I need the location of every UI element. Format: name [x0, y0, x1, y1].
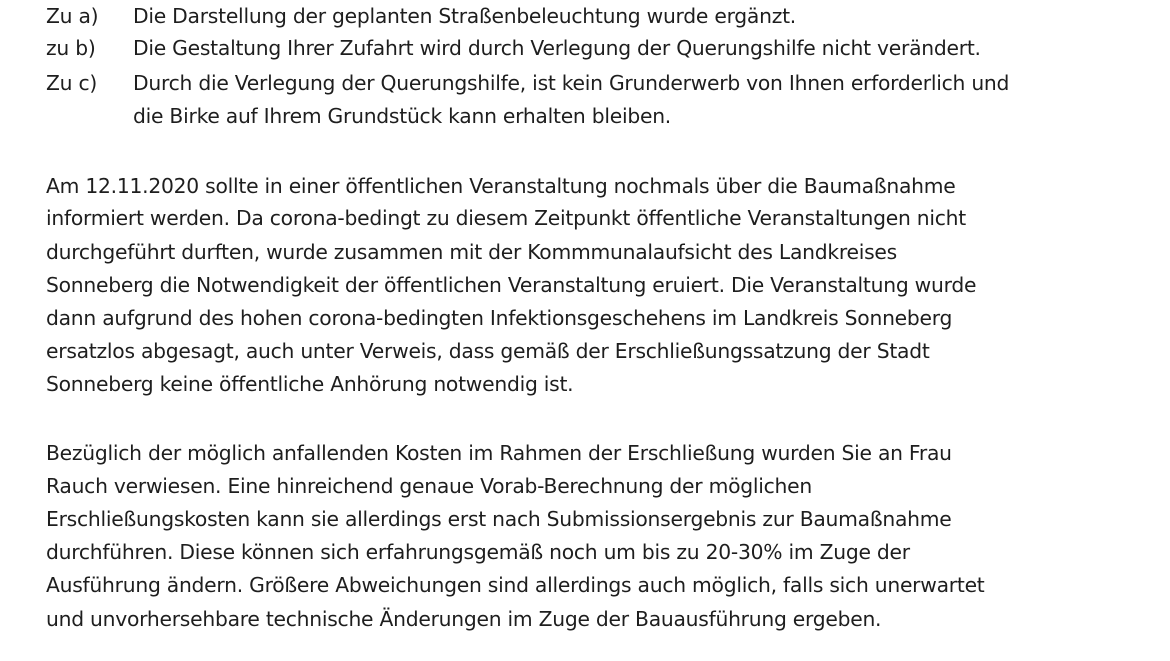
paragraph-line: Bezüglich der möglich anfallenden Kosten im Rahmen der Erschließung wurden Sie an Frau — [46, 441, 952, 465]
response-label: zu b) — [46, 36, 96, 60]
paragraph-line: Ausführung ändern. Größere Abweichungen sind allerdings auch möglich, falls sich unerwartet — [46, 573, 985, 597]
paragraph-line: informiert werden. Da corona-bedingt zu diesem Zeitpunkt öffentliche Veranstaltungen nicht — [46, 206, 966, 230]
response-text: Durch die Verlegung der Querungshilfe, ist kein Grunderwerb von Ihnen erforderlich und — [133, 71, 1010, 95]
paragraph-line: Am 12.11.2020 sollte in einer öffentlichen Veranstaltung nochmals über die Baumaßnahme — [46, 174, 956, 198]
paragraph-line: ersatzlos abgesagt, auch unter Verweis, dass gemäß der Erschließungssatzung der Stadt — [46, 339, 930, 363]
paragraph-line: Sonneberg keine öffentliche Anhörung notwendig ist. — [46, 372, 574, 396]
paragraph-line: durchgeführt durften, wurde zusammen mit der Kommmunalaufsicht des Landkreises — [46, 240, 897, 264]
paragraph-line: Rauch verwiesen. Eine hinreichend genaue Vorab-Berechnung der möglichen — [46, 474, 812, 498]
response-label: Zu a) — [46, 4, 99, 28]
response-label: Zu c) — [46, 71, 98, 95]
paragraph-line: dann aufgrund des hohen corona-bedingten Infektionsgeschehens im Landkreis Sonneberg — [46, 306, 953, 330]
response-text: Die Gestaltung Ihrer Zufahrt wird durch Verlegung der Querungshilfe nicht verändert. — [133, 36, 981, 60]
paragraph-line: Sonneberg die Notwendigkeit der öffentlichen Veranstaltung eruiert. Die Veranstaltung wurde — [46, 273, 977, 297]
paragraph-line: durchführen. Diese können sich erfahrungsgemäß noch um bis zu 20-30% im Zuge der — [46, 540, 910, 564]
response-text: die Birke auf Ihrem Grundstück kann erhalten bleiben. — [133, 104, 671, 128]
response-text: Die Darstellung der geplanten Straßenbeleuchtung wurde ergänzt. — [133, 4, 796, 28]
paragraph-line: Erschließungskosten kann sie allerdings erst nach Submissionsergebnis zur Baumaßnahme — [46, 507, 952, 531]
paragraph-line: und unvorhersehbare technische Änderungen im Zuge der Bauausführung ergeben. — [46, 607, 882, 631]
